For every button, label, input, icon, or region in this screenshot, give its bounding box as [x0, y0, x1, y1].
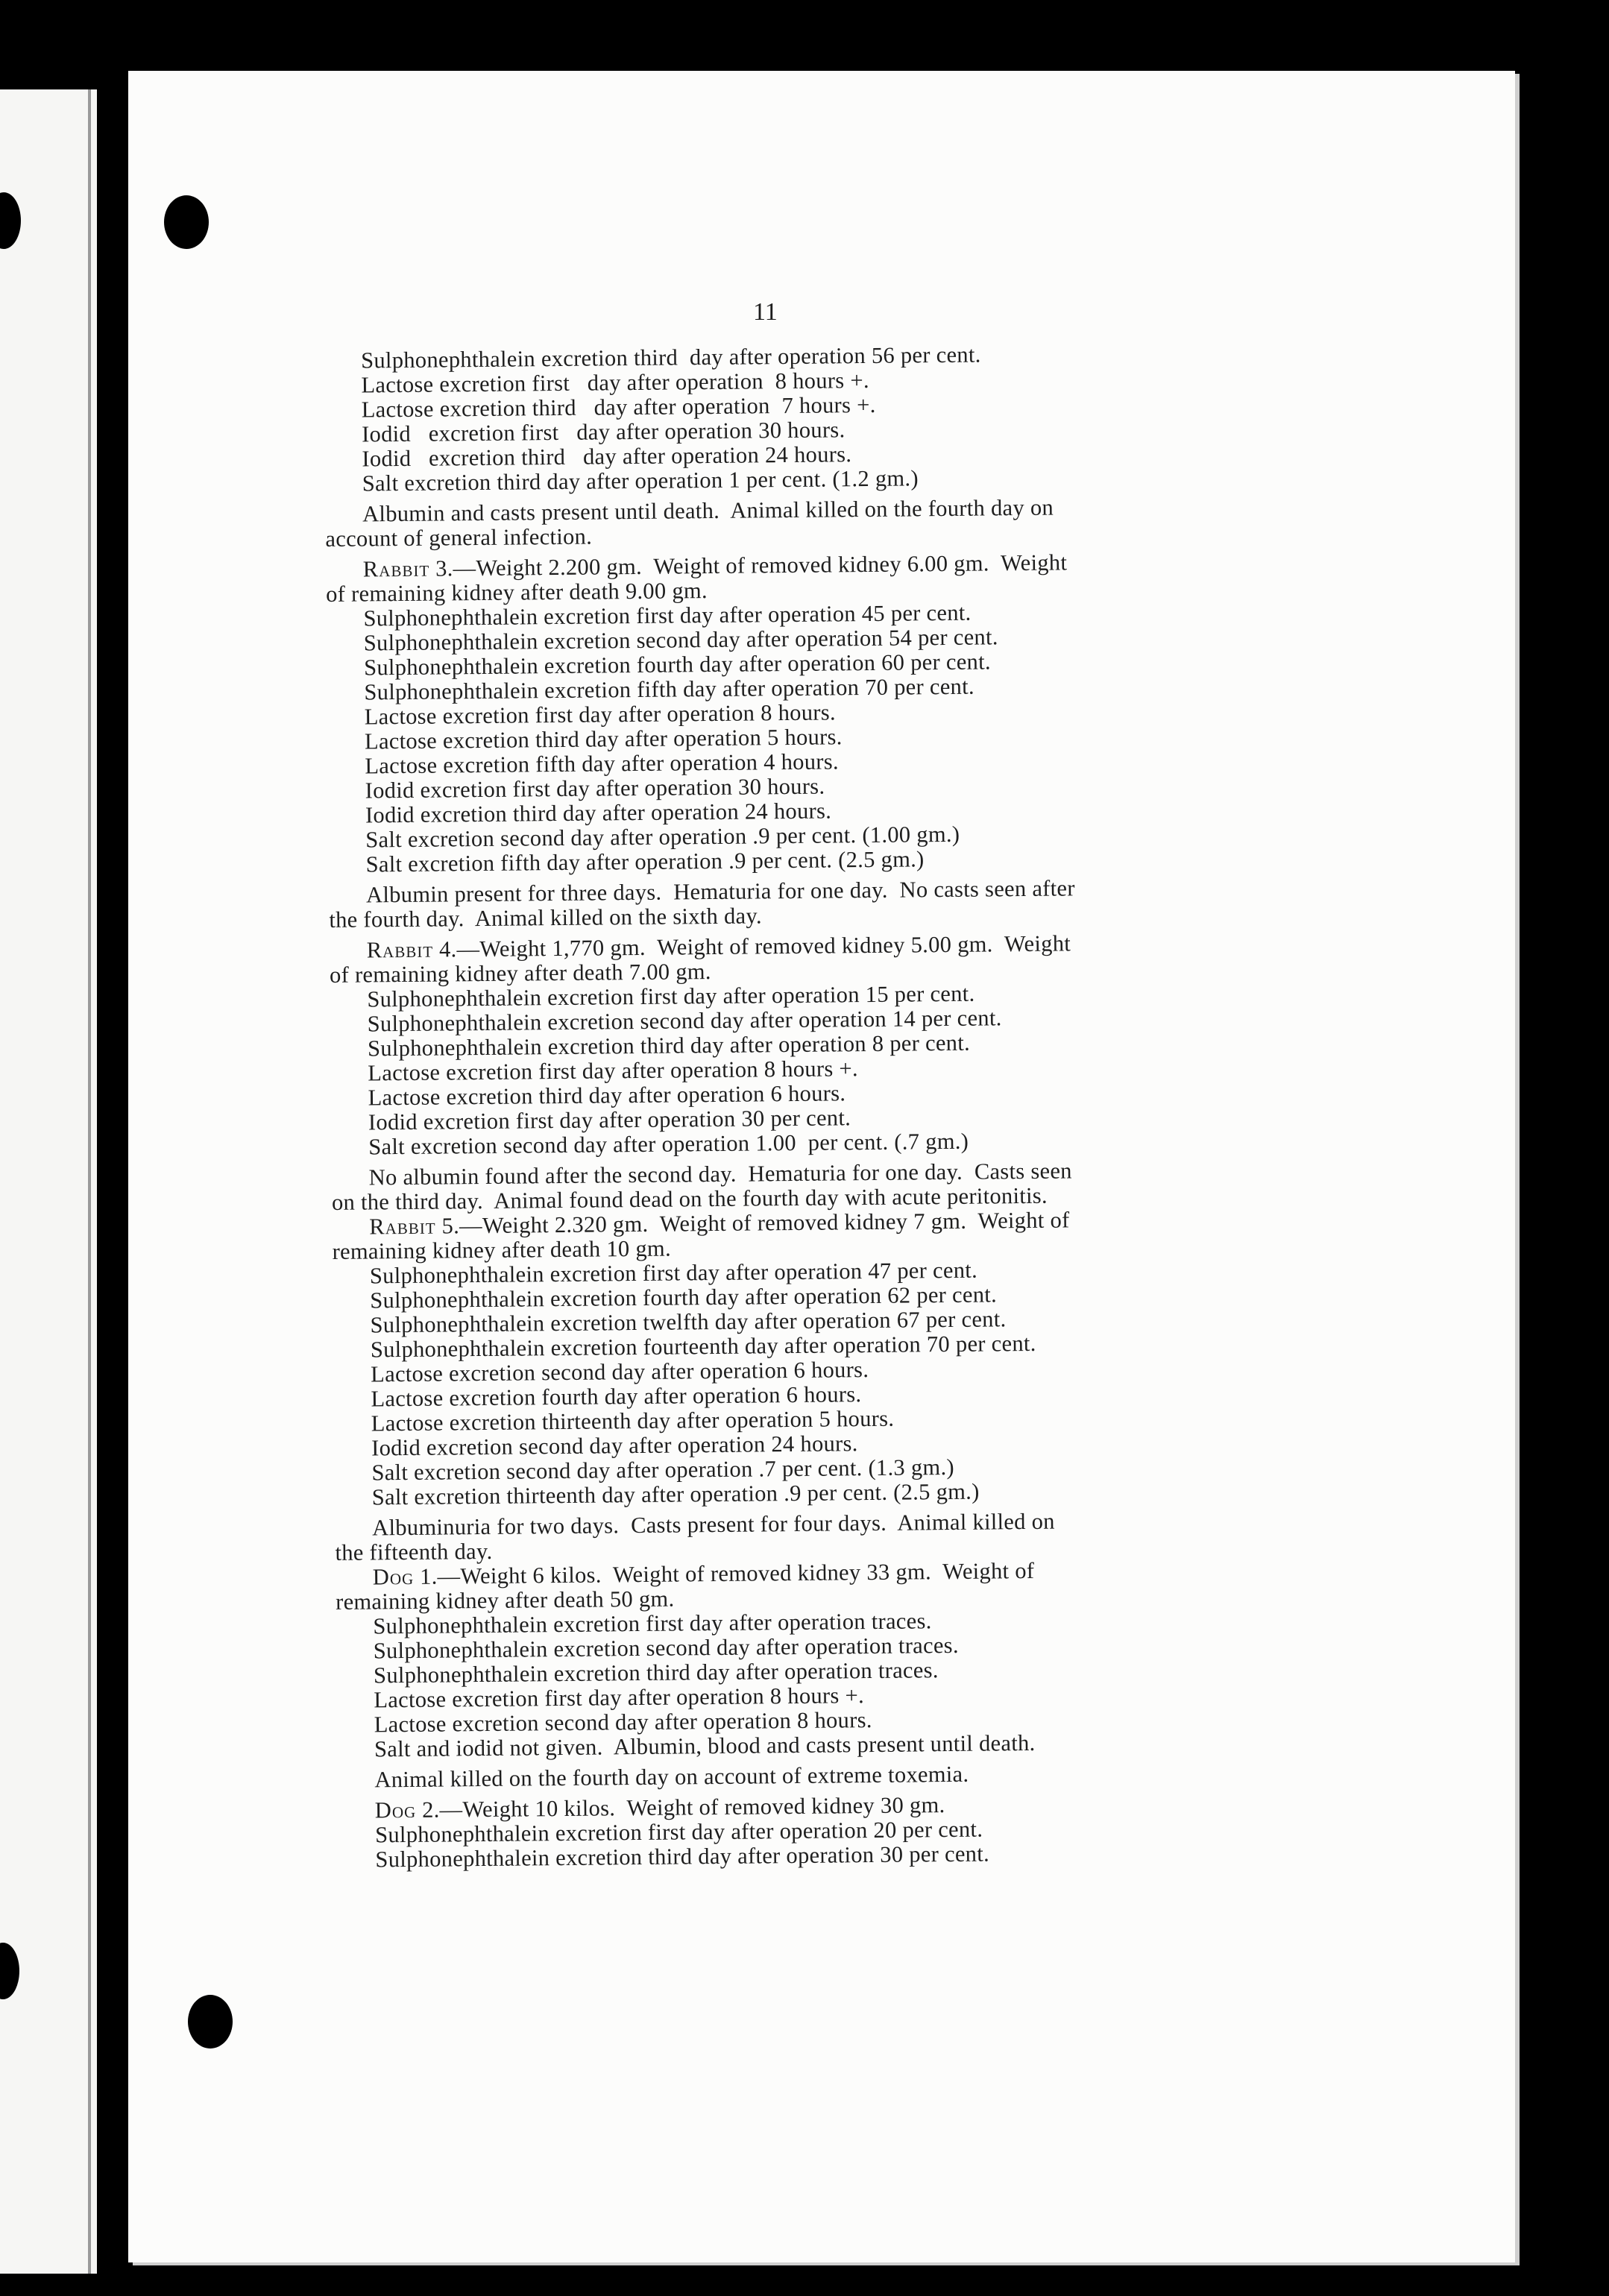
line-text: Salt excretion second day after operation .9 per cent. (1.00 gm.) — [365, 821, 960, 853]
line-text: on the third day. Animal found dead on the fourth day with acute peritonitis. — [331, 1182, 1048, 1215]
line-text: Sulphonephthalein excretion first day after operation 45 per cent. — [363, 599, 972, 631]
line-text: Iodid excretion second day after operation 24 hours. — [371, 1431, 858, 1461]
line-text: Lactose excretion third day after operation 6 hours. — [368, 1080, 846, 1111]
line-text: Iodid excretion third day after operation 24 hours. — [365, 798, 832, 828]
line-text: Animal killed on the fourth day on account of extreme toxemia. — [374, 1761, 969, 1793]
line-text: Sulphonephthalein excretion first day after operation 15 per cent. — [367, 980, 975, 1012]
line-text: Sulphonephthalein excretion third day after operation traces. — [373, 1657, 939, 1688]
punch-hole-top — [164, 195, 209, 249]
line-text: Sulphonephthalein excretion fourth day after operation 62 per cent. — [370, 1281, 998, 1313]
binding-line — [88, 89, 91, 2274]
line-text: Lactose excretion first day after operation 8 hours +. — [368, 1056, 859, 1086]
animal-label: Rabbit — [366, 936, 434, 963]
line-text: Salt excretion second day after operation 1.00 per cent. (.7 gm.) — [368, 1128, 969, 1160]
animal-label: Dog — [374, 1797, 417, 1823]
animal-label: Dog — [372, 1563, 415, 1590]
line-text: Albuminuria for two days. Casts present for four days. Animal killed on — [372, 1508, 1055, 1541]
line-text: Sulphonephthalein excretion fifth day after operation 70 per cent. — [364, 673, 975, 705]
line-text: Sulphonephthalein excretion fourteenth day after operation 70 per cent. — [370, 1330, 1036, 1363]
line-text: 3.—Weight 2.200 gm. Weight of removed kidney 6.00 gm. Weight — [435, 549, 1068, 581]
line-text: Lactose excretion first day after operation 8 hours +. — [361, 367, 869, 398]
text-line — [337, 1759, 1269, 1793]
line-text: remaining kidney after death 50 gm. — [335, 1586, 675, 1615]
line-text: Sulphonephthalein excretion fourth day after operation 60 per cent. — [363, 649, 992, 681]
line-text: remaining kidney after death 10 gm. — [332, 1235, 672, 1264]
animal-label: Rabbit — [369, 1213, 436, 1240]
line-text: Sulphonephthalein excretion first day after operation 20 per cent. — [374, 1816, 983, 1848]
line-text: 2.—Weight 10 kilos. Weight of removed kidney 30 gm. — [421, 1792, 945, 1823]
line-text: of remaining kidney after death 7.00 gm. — [329, 959, 711, 988]
line-text: Salt excretion second day after operation .7 per cent. (1.3 gm.) — [371, 1454, 955, 1486]
line-text: Salt and iodid not given. Albumin, blood and casts present until death. — [374, 1729, 1036, 1762]
line-text: the fifteenth day. — [335, 1538, 493, 1565]
line-text: Lactose excretion first day after operation 8 hours. — [364, 699, 837, 730]
line-text: Iodid excretion first day after operation 30 hours. — [365, 773, 825, 804]
left-page-edge — [0, 89, 97, 2274]
line-text: Lactose excretion fourth day after operation 6 hours. — [371, 1381, 862, 1412]
line-text: Salt excretion third day after operation 1 per cent. (1.2 gm.) — [362, 465, 919, 496]
line-text: Sulphonephthalein excretion third day after operation 8 per cent. — [367, 1029, 971, 1062]
line-text: Sulphonephthalein excretion second day after operation 54 per cent. — [363, 624, 998, 656]
line-text: of remaining kidney after death 9.00 gm. — [325, 578, 708, 607]
line-text: Sulphonephthalein excretion third day after operation 30 per cent. — [375, 1841, 990, 1873]
line-text: the fourth day. Animal killed on the sixth day. — [329, 903, 763, 933]
punch-hole-bottom — [188, 1995, 233, 2049]
line-text: Sulphonephthalein excretion third day after operation 56 per cent. — [360, 341, 981, 373]
line-text: 4.—Weight 1,770 gm. Weight of removed kidney 5.00 gm. Weight — [438, 930, 1071, 962]
line-text: Iodid excretion third day after operation 24 hours. — [362, 441, 852, 472]
line-text: Salt excretion fifth day after operation .9 per cent. (2.5 gm.) — [365, 846, 925, 877]
line-text: Sulphonephthalein excretion first day after operation traces. — [373, 1608, 932, 1639]
line-text: Sulphonephthalein excretion second day after operation traces. — [373, 1632, 959, 1664]
line-text: Iodid excretion first day after operation 30 hours. — [361, 417, 846, 447]
line-text: Iodid excretion first day after operation 30 per cent. — [368, 1105, 851, 1135]
line-text: account of general infection. — [325, 523, 593, 552]
line-text: 1.—Weight 6 kilos. Weight of removed kidney 33 gm. Weight of — [419, 1557, 1035, 1589]
line-text: Lactose excretion fifth day after operation 4 hours. — [365, 748, 840, 779]
line-text: Sulphonephthalein excretion first day after operation 47 per cent. — [369, 1257, 978, 1289]
line-text: No albumin found after the second day. Hematuria for one day. Casts seen — [368, 1158, 1072, 1190]
line-text: Lactose excretion third day after operation 7 hours +. — [361, 391, 876, 423]
animal-label: Rabbit — [362, 555, 430, 582]
line-text: Albumin present for three days. Hematuria for one day. No casts seen after — [365, 875, 1075, 908]
body-text — [324, 340, 1270, 1873]
line-text: Lactose excretion first day after operation 8 hours +. — [374, 1682, 865, 1713]
line-text: Sulphonephthalein excretion second day after operation 14 per cent. — [367, 1005, 1002, 1037]
line-text: Albumin and casts present until death. Animal killed on the fourth day on — [362, 494, 1054, 527]
line-text: Salt excretion thirteenth day after operation .9 per cent. (2.5 gm.) — [371, 1478, 980, 1510]
line-text: Lactose excretion thirteenth day after operation 5 hours. — [371, 1405, 895, 1436]
line-text: Lactose excretion second day after operation 8 hours. — [374, 1707, 872, 1738]
line-text: 5.—Weight 2.320 gm. Weight of removed kidney 7 gm. Weight of — [441, 1207, 1070, 1239]
line-text: Sulphonephthalein excretion twelfth day after operation 67 per cent. — [370, 1306, 1007, 1338]
page-number: 11 — [753, 298, 778, 326]
line-text: Lactose excretion second day after operation 6 hours. — [371, 1357, 869, 1387]
line-text: Lactose excretion third day after operation 5 hours. — [364, 724, 843, 754]
